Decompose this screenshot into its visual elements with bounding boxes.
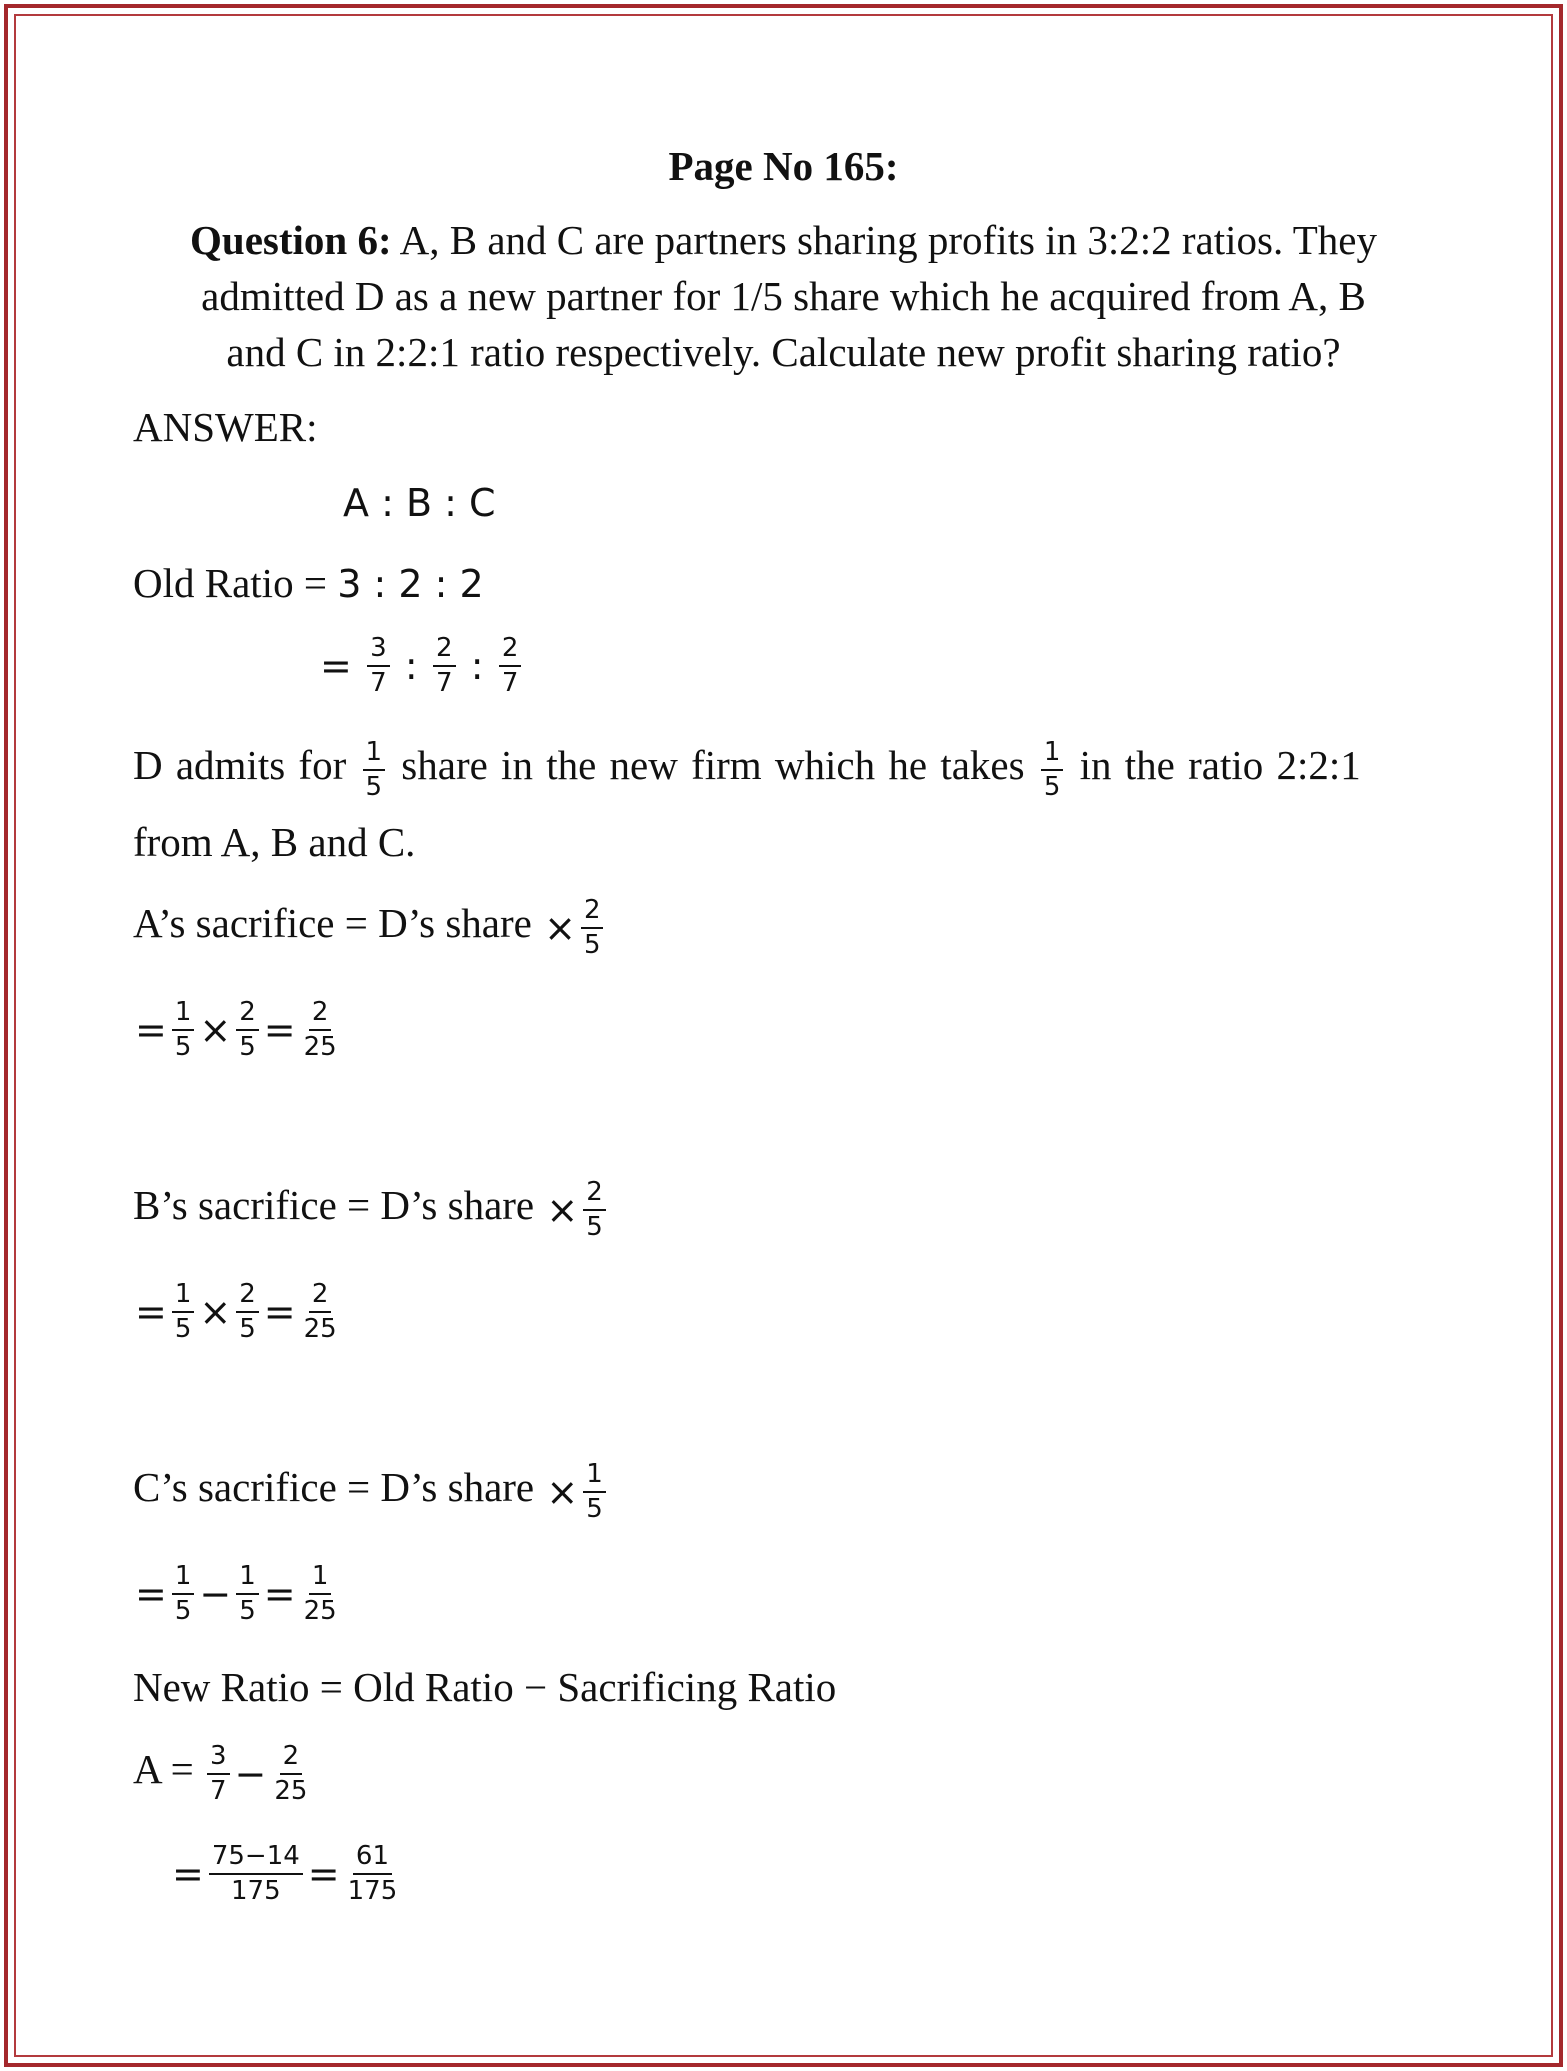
question-line-3: and C in 2:2:1 ratio respectively. Calculate new profit sharing ratio? (226, 329, 1341, 375)
old-ratio-line (133, 560, 484, 606)
partners-header: A : B : C (343, 481, 496, 525)
colon: : (470, 643, 484, 688)
fraction: $\frac{1}{5}$ (363, 736, 386, 803)
fraction: $\frac{3}{7}$ (367, 632, 390, 699)
fraction: $\frac{1}{5}$ (583, 1458, 606, 1525)
fraction: $\frac{2}{25}$ (274, 1741, 308, 1806)
question-line-2: admitted D as a new partner for 1/5 share which he acquired from A, B (201, 273, 1366, 319)
fraction: $\frac{1}{25}$ (303, 1561, 337, 1626)
fraction: $\frac{2}{5}$ (583, 1176, 606, 1243)
fraction: $\frac{61}{175}$ (347, 1841, 398, 1906)
equals-sign: = (320, 643, 352, 688)
fraction: $\frac{3}{7}$ (207, 1740, 230, 1807)
old-ratio-fractions (318, 632, 524, 699)
fraction: $\frac{1}{5}$ (172, 1278, 195, 1345)
fraction: $\frac{2}{5}$ (581, 894, 604, 961)
fraction: $\frac{1}{5}$ (172, 1560, 195, 1627)
colon: : (404, 643, 418, 688)
fraction: $\frac{1}{5}$ (1041, 736, 1064, 803)
a-new-ratio-line: A = $\frac{3}{7}$ − $\frac{2}{25}$ (133, 1740, 313, 1807)
fraction: $\frac{2}{25}$ (303, 1279, 337, 1344)
fraction: $\frac{2}{5}$ (236, 1278, 259, 1345)
fraction: $\frac{2}{7}$ (433, 632, 456, 699)
old-ratio-label: Old Ratio = (133, 560, 338, 606)
question-line-1 (0, 216, 1567, 264)
old-ratio-value: 3 : 2 : 2 (337, 562, 484, 606)
answer-label: ANSWER: (133, 404, 318, 450)
question-text-1: A, B and C are partners sharing profits in 3:2:2 ratios. They (391, 217, 1377, 263)
page-title: Page No 165: (668, 143, 899, 189)
a-sacrifice-calc: = $\frac{1}{5}$ × $\frac{2}{5}$ = $\frac{2}{25}$ (133, 996, 343, 1063)
fraction: $\frac{1}{5}$ (172, 996, 195, 1063)
new-ratio-formula: New Ratio = Old Ratio − Sacrificing Ratio (133, 1664, 837, 1710)
question-label: Question 6: (190, 217, 392, 263)
c-sacrifice-calc: = $\frac{1}{5}$ − $\frac{1}{5}$ = $\frac{1}{25}$ (133, 1560, 343, 1627)
b-sacrifice-line: B’s sacrifice = D’s share × $\frac{2}{5}$ (133, 1176, 609, 1243)
fraction: $\frac{2}{5}$ (236, 996, 259, 1063)
a-new-ratio-result: = $\frac{75-14}{175}$ = $\frac{61}{175}$ (170, 1840, 403, 1907)
admission-line-1: D admits for $\frac{1}{5}$ share in the new firm which he takes $\frac{1}{5}$ in the ratio 2:2:1 (133, 737, 1361, 802)
fraction: $\frac{2}{25}$ (303, 997, 337, 1062)
c-sacrifice-line: C’s sacrifice = D’s share × $\frac{1}{5}$ (133, 1458, 609, 1525)
fraction: $\frac{1}{5}$ (236, 1560, 259, 1627)
a-sacrifice-line: A’s sacrifice = D’s share × $\frac{2}{5}$ (133, 894, 606, 961)
fraction: $\frac{75-14}{175}$ (209, 1840, 303, 1907)
admission-line-2: from A, B and C. (133, 819, 416, 865)
b-sacrifice-calc: = $\frac{1}{5}$ × $\frac{2}{5}$ = $\frac{2}{25}$ (133, 1278, 343, 1345)
fraction: $\frac{2}{7}$ (499, 632, 522, 699)
